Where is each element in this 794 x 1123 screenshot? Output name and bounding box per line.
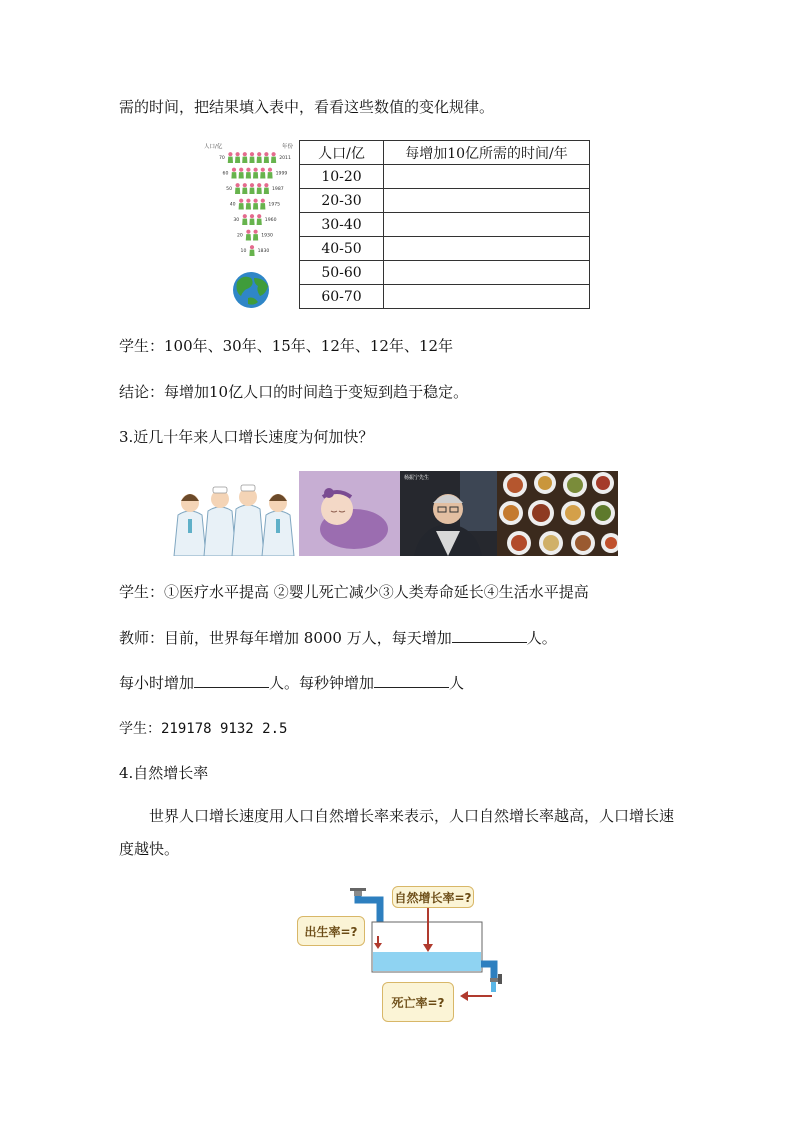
table-row [300, 261, 590, 285]
person-icon [253, 199, 258, 210]
hour-text-2: 人。每秒钟增加 [269, 674, 375, 692]
table-cell: 30-40 [300, 213, 384, 237]
person-icon [260, 168, 265, 179]
person-icon [249, 214, 254, 225]
person-icon [271, 152, 276, 163]
pyramid-year-value: 1830 [257, 249, 270, 254]
table-row [300, 237, 590, 261]
pyramid-pop-label: 30 [233, 218, 240, 223]
pyramid-pop-label: 20 [236, 233, 243, 239]
table-header: 人口/亿 [300, 141, 384, 165]
person-icon [242, 152, 247, 163]
food-dishes-image [497, 471, 618, 556]
natural-rate-label: 自然增长率=? [392, 886, 474, 908]
person-icon [257, 214, 262, 225]
section-4-paragraph: 世界人口增长速度用人口自然增长率来表示，人口自然增长率越高，人口增长速度越快。 [119, 807, 675, 858]
teacher-question [119, 627, 557, 648]
person-icon [249, 183, 254, 194]
answer-cell[interactable] [384, 165, 590, 189]
table-cell: 50-60 [300, 261, 384, 285]
person-icon [260, 199, 265, 210]
death-rate-label: 死亡率=? [382, 982, 454, 1022]
table-cell: 20-30 [300, 189, 384, 213]
person-icon [228, 152, 233, 163]
pyramid-axis-label: 人口/亿 [204, 144, 223, 150]
table-header: 每增加10亿所需的时间/年 [384, 141, 590, 165]
intro-text: 需的时间，把结果填入表中，看看这些数值的变化规律。 [119, 98, 495, 116]
person-icon [239, 199, 244, 210]
teacher-unit: 人。 [526, 629, 557, 647]
answer-cell[interactable] [384, 237, 590, 261]
table-row [300, 285, 590, 309]
answer-cell[interactable] [384, 261, 590, 285]
pyramid-year-value: 1987 [272, 187, 284, 192]
population-pyramid-figure [204, 140, 300, 312]
person-icon [264, 152, 269, 163]
pyramid-year-value: 1975 [268, 202, 281, 208]
answer-cell[interactable] [384, 213, 590, 237]
conclusion-text: 结论：每增加10亿人口的时间趋于变短到趋于稳定。 [119, 383, 469, 401]
elderly-scientist-image [400, 471, 497, 556]
person-icon [257, 183, 262, 194]
person-icon [235, 183, 240, 194]
person-icon [231, 168, 236, 179]
person-icon [257, 152, 262, 163]
table-cell: 10-20 [300, 165, 384, 189]
pyramid-pop-label: 50 [226, 187, 232, 192]
person-icon [242, 214, 247, 225]
student-answer-1: 学生：100年、30年、15年、12年、12年、12年 [119, 337, 454, 355]
hour-second-question [119, 672, 464, 693]
reasons-photo-strip [168, 471, 618, 556]
person-icon [246, 230, 251, 241]
person-icon [246, 199, 251, 210]
population-table [299, 140, 590, 309]
person-icon [246, 168, 251, 179]
section-4-title: 4.自然增长率 [119, 764, 209, 782]
pyramid-year-value: 2011 [279, 156, 291, 161]
person-icon [239, 168, 244, 179]
person-icon [249, 245, 254, 256]
pyramid-pop-label: 10 [240, 249, 247, 254]
student-answer-2: 学生：①医疗水平提高 ②婴儿死亡减少③人类寿命延长④生活水平提高 [119, 583, 589, 601]
natural-growth-diagram [292, 886, 508, 1026]
pyramid-year-value: 1960 [264, 218, 277, 223]
person-icon [253, 230, 258, 241]
hour-text: 每小时增加 [119, 674, 195, 692]
pyramid-year-value: 1930 [261, 233, 273, 239]
table-cell: 60-70 [300, 285, 384, 309]
photo-caption: 杨振宁先生 [404, 475, 430, 481]
table-row [300, 165, 590, 189]
teacher-text: 教师：目前，世界每年增加 8000 万人，每天增加 [119, 629, 452, 647]
pyramid-year-label: 年份 [282, 144, 294, 150]
globe-icon [233, 272, 269, 308]
pyramid-year-value: 1999 [275, 171, 288, 177]
table-cell: 40-50 [300, 237, 384, 261]
per-hour-blank[interactable] [194, 672, 269, 688]
newborn-baby-image [299, 471, 400, 556]
hour-text-3: 人 [449, 674, 465, 692]
per-second-blank[interactable] [374, 672, 449, 688]
person-icon [242, 183, 247, 194]
person-icon [253, 168, 258, 179]
answer-cell[interactable] [384, 285, 590, 309]
pyramid-pop-label: 70 [218, 156, 225, 161]
person-icon [264, 183, 269, 194]
per-day-blank[interactable] [452, 627, 527, 643]
answer-cell[interactable] [384, 189, 590, 213]
medical-staff-image [168, 471, 299, 556]
pyramid-pop-label: 40 [229, 202, 236, 208]
table-row [300, 213, 590, 237]
person-icon [249, 152, 254, 163]
pyramid-pop-label: 60 [222, 171, 229, 177]
student-answer-3: 学生：219178 9132 2.5 [119, 721, 288, 737]
question-3-title: 3.近几十年来人口增长速度为何加快？ [119, 428, 374, 446]
person-icon [267, 168, 272, 179]
table-row [300, 189, 590, 213]
person-icon [235, 152, 240, 163]
birth-rate-label: 出生率=? [297, 916, 365, 946]
